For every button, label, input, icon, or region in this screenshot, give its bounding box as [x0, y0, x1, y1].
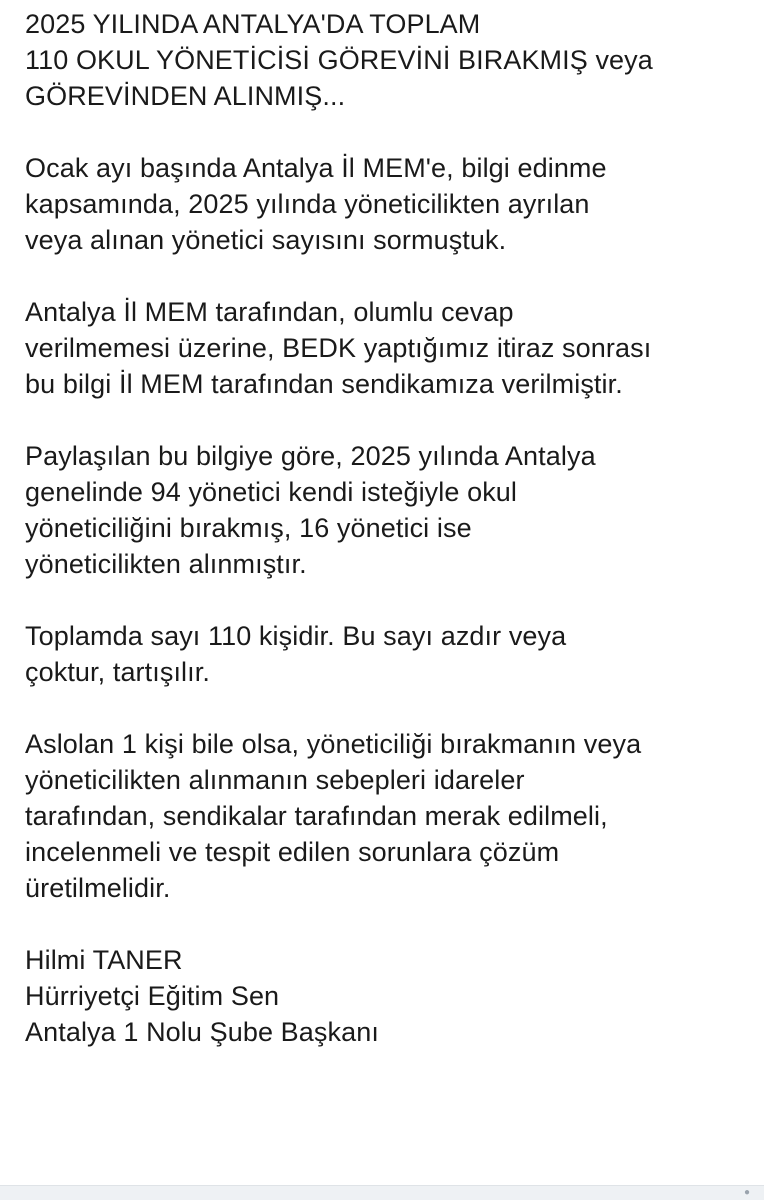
paragraph-2 — [25, 294, 755, 402]
paragraph-line: verilmemesi üzerine, BEDK yaptığımız itiraz sonrası — [25, 333, 652, 363]
paragraph-5 — [25, 726, 755, 906]
title-line: 2025 YILINDA ANTALYA'DA TOPLAM — [25, 9, 481, 39]
paragraph-line: Aslolan 1 kişi bile olsa, yöneticiliği bırakmanın veya — [25, 729, 642, 759]
paragraph-gap — [25, 690, 755, 726]
signature-block — [25, 942, 755, 1050]
paragraph-line: bu bilgi İl MEM tarafından sendikamıza verilmiştir. — [25, 369, 623, 399]
paragraph-line: kapsamında, 2025 yılında yöneticilikten ayrılan — [25, 189, 590, 219]
paragraph-1 — [25, 150, 755, 258]
paragraph-4 — [25, 618, 755, 690]
paragraph-line: veya alınan yönetici sayısını sormuştuk. — [25, 225, 507, 255]
paragraph-line: yöneticilikten alınmıştır. — [25, 549, 307, 579]
paragraph-line: Antalya İl MEM tarafından, olumlu cevap — [25, 297, 514, 327]
title-block — [25, 6, 755, 114]
signature-role: Antalya 1 Nolu Şube Başkanı — [25, 1017, 379, 1047]
paragraph-line: Toplamda sayı 110 kişidir. Bu sayı azdır veya — [25, 621, 567, 651]
message-body — [25, 6, 755, 1050]
paragraph-gap — [25, 906, 755, 942]
bottom-scroll-bar — [0, 1185, 764, 1200]
corner-mark-icon: ● — [743, 1187, 750, 1198]
paragraph-gap — [25, 258, 755, 294]
paragraph-line: tarafından, sendikalar tarafından merak edilmeli, — [25, 801, 608, 831]
paragraph-line: Ocak ayı başında Antalya İl MEM'e, bilgi edinme — [25, 153, 607, 183]
paragraph-gap — [25, 114, 755, 150]
paragraph-gap — [25, 402, 755, 438]
paragraph-line: çoktur, tartışılır. — [25, 657, 210, 687]
paragraph-3 — [25, 438, 755, 582]
paragraph-line: yöneticiliğini bırakmış, 16 yönetici ise — [25, 513, 472, 543]
signature-name: Hilmi TANER — [25, 945, 183, 975]
paragraph-line: üretilmelidir. — [25, 873, 171, 903]
title-line: GÖREVİNDEN ALINMIŞ... — [25, 81, 346, 111]
paragraph-line: incelenmeli ve tespit edilen sorunlara çözüm — [25, 837, 560, 867]
paragraph-line: Paylaşılan bu bilgiye göre, 2025 yılında Antalya — [25, 441, 596, 471]
paragraph-line: yöneticilikten alınmanın sebepleri idareler — [25, 765, 525, 795]
paragraph-line: genelinde 94 yönetici kendi isteğiyle okul — [25, 477, 518, 507]
signature-organization: Hürriyetçi Eğitim Sen — [25, 981, 280, 1011]
title-line: 110 OKUL YÖNETİCİSİ GÖREVİNİ BIRAKMIŞ veya — [25, 45, 653, 75]
paragraph-gap — [25, 582, 755, 618]
